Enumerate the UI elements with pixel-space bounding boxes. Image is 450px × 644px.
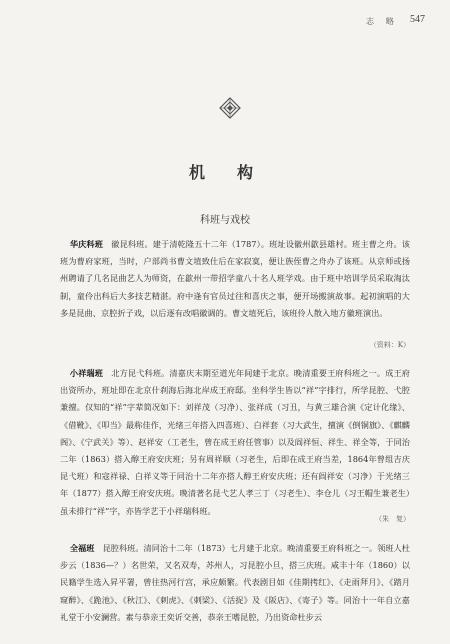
entry-text: 北方昆弋科班。清嘉庆末期至道光年间建于北京。晚清重要王府科班之一。成王府出资所办，班址即在北京什刹海后海北岸成王府邸。坐科学生皆以“祥”字排行，所学昆腔、弋腔兼擅。仅知的“祥”字辈简况如下：刘祥茂（习净）、张祥成（习丑，与黄三雄合演《定计化缘》、《借靴》、《叩当》最称佳作，光绪三年搭入四喜班）、白祥套（习大武生，擅演《倒铜旗》、《麒麟阁》、《宁武关》等）、赵祥安（工老生，曾在成王府任管事）以及阎祥恒、祥生、祥全等，于同治二年（1863）搭入醇王府安庆班；另有周祥顺（习老生，后即在成王府当差，1864年曾组吉庆昆弋班）和寇祥禄、白祥义等于同治十二年亦搭人醇王府安庆班；还有阎祥安（习净）于光绪三年（1877）搭入醇王府安庆班。晚清著名昆弋艺人孝三丁（习老生）、李仓儿（习王帽生兼老生）虽未排行“祥”字，亦皆学艺于小祥瑞科班。 bbox=[60, 368, 410, 516]
entry-source: （资料：K） bbox=[369, 341, 410, 349]
running-head-section: 志 略 bbox=[366, 17, 396, 26]
entry-source: （朱 复） bbox=[375, 515, 410, 523]
entry-text: 徽昆科班。建于清乾隆五十二年（1787）。班址设徽州歙县雄村。班主曹之舟。该班为曹府家班，当时，户部尚书曹文埴致仕后在家寂寞，便让族侄曹之舟办了该班。从京师或扬州聘请了几名昆曲艺人为师资，在歙州一带招学童八十名人班学戏。由于班中培训学员采取淘汰制，童伶出科后大多技艺精湛。府中逢有官员过往和喜庆之事，便开场搬演故事。起初演唱的大多是昆曲、京腔折子戏，以后逐有改唱徽调的。曹文埴死后，该班伶人散入地方徽班演出。 bbox=[60, 239, 410, 318]
entry-paragraph bbox=[60, 236, 410, 322]
entry-paragraph bbox=[60, 540, 410, 626]
entry-heading: 华庆科班 bbox=[69, 239, 103, 249]
entry-paragraph bbox=[60, 365, 410, 520]
page-number: 547 bbox=[410, 14, 425, 25]
entry-heading: 全福班 bbox=[69, 543, 95, 553]
section-title: 科班与戏校 bbox=[200, 215, 250, 226]
diamond-ornament-icon bbox=[219, 97, 241, 119]
chapter-title: 机 构 bbox=[188, 163, 261, 182]
entry-heading: 小祥瑞班 bbox=[69, 368, 104, 378]
entry-text: 昆腔科班。清同治十二年（1873）七月建于北京。晚清重要王府科班之一。领班人杜步云（1836—？）名世荣，又名双寿，苏州人，习昆腔小旦，搭三庆班。咸丰十年（1860）以民籍学生选入昇平署，曾往热河行宫，承应颇繁。代表剧目如《佳期拷红》、《走雨拜月》、《踏月窥醉》、《跪池》、《秋江》、《刺虎》、《刺梁》、《活捉》及《阪店》、《寄子》等。同治十一年自立嘉礼堂于小安澜营。素与恭亲王奕䜣交善，恭亲王嗜昆腔，乃出资命杜步云 bbox=[60, 543, 410, 622]
page-header bbox=[0, 14, 450, 30]
